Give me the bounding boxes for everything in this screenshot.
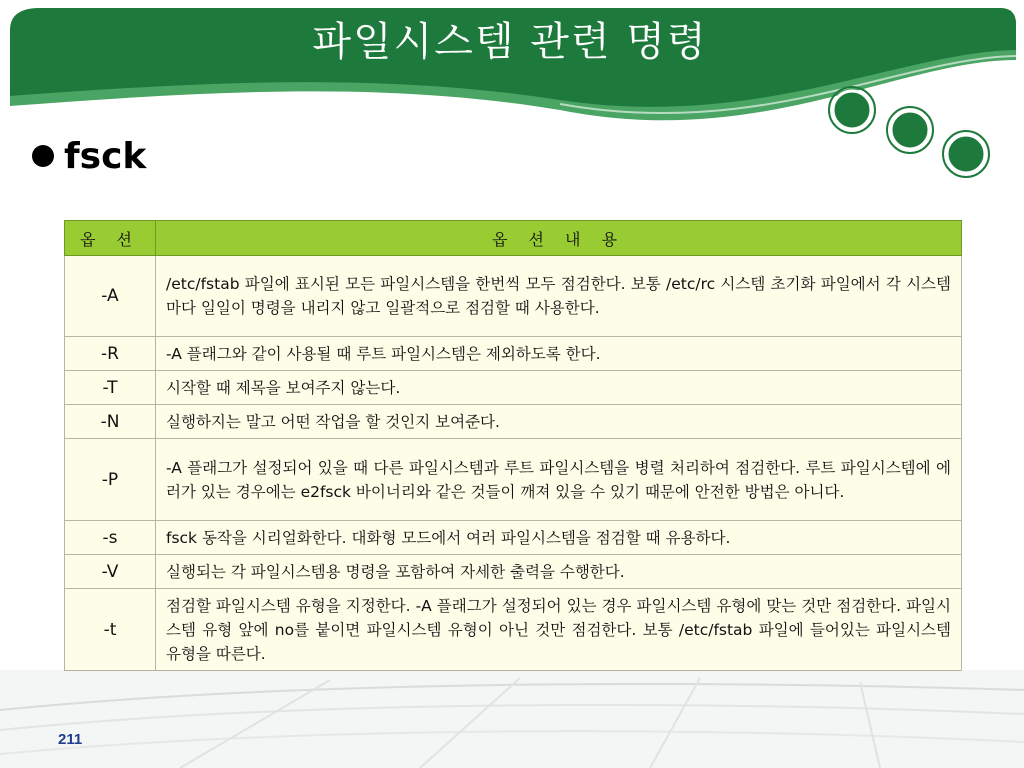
green-circle-icon: [887, 107, 933, 153]
slide-title: 파일시스템 관련 명령: [312, 19, 708, 65]
table-header-row: [65, 221, 962, 256]
footer-floor-decoration: [0, 670, 1024, 768]
description-cell: -A 플래그가 설정되어 있을 때 다른 파일시스템과 루트 파일시스템을 병렬 처리하여 점검한다. 루트 파일시스템에 에러가 있는 경우에는 e2fsck 바이너리와 같은 것들이 깨져 있을 수 있기 때문에 안전한 방법은 아니다.: [156, 439, 962, 521]
description-cell: fsck 동작을 시리얼화한다. 대화형 모드에서 여러 파일시스템을 점검할 때 유용하다.: [156, 521, 962, 555]
page-number: 211: [58, 731, 83, 748]
option-cell: -N: [65, 405, 156, 439]
green-circle-icon: [829, 87, 875, 133]
options-table: [64, 220, 962, 671]
description-cell: 실행하지는 말고 어떤 작업을 할 것인지 보여준다.: [156, 405, 962, 439]
option-cell: -P: [65, 439, 156, 521]
option-cell: -V: [65, 555, 156, 589]
description-cell: /etc/fstab 파일에 표시된 모든 파일시스템을 한번씩 모두 점검한다. 보통 /etc/rc 시스템 초기화 파일에서 각 시스템마다 일일이 명령을 내리지 않고 일괄적으로 점검할 때 사용한다.: [156, 256, 962, 337]
description-cell: -A 플래그와 같이 사용될 때 루트 파일시스템은 제외하도록 한다.: [156, 337, 962, 371]
header-option: 옵 션: [65, 221, 156, 256]
option-cell: -s: [65, 521, 156, 555]
header-description: 옵 션 내 용: [156, 221, 962, 256]
description-cell: 시작할 때 제목을 보여주지 않는다.: [156, 371, 962, 405]
option-cell: -R: [65, 337, 156, 371]
table-row: [65, 439, 962, 521]
bullet-dot-icon: [32, 145, 54, 167]
table-row: [65, 521, 962, 555]
table-row: [65, 405, 962, 439]
bullet-item: [32, 134, 146, 178]
table-row: [65, 555, 962, 589]
green-circle-icon: [943, 131, 989, 177]
bullet-text: fsck: [64, 135, 147, 177]
option-cell: -t: [65, 589, 156, 671]
table-row: [65, 589, 962, 671]
option-cell: -A: [65, 256, 156, 337]
table-row: [65, 256, 962, 337]
table-row: [65, 371, 962, 405]
description-cell: 점검할 파일시스템 유형을 지정한다. -A 플래그가 설정되어 있는 경우 파일시스템 유형에 맞는 것만 점검한다. 파일시스템 유형 앞에 no를 붙이면 파일시스템 유형이 아닌 것만 점검한다. 보통 /etc/fstab 파일에 들어있는 파일시스템 유형을 따른다.: [156, 589, 962, 671]
option-cell: -T: [65, 371, 156, 405]
table-row: [65, 337, 962, 371]
description-cell: 실행되는 각 파일시스템용 명령을 포함하여 자세한 출력을 수행한다.: [156, 555, 962, 589]
